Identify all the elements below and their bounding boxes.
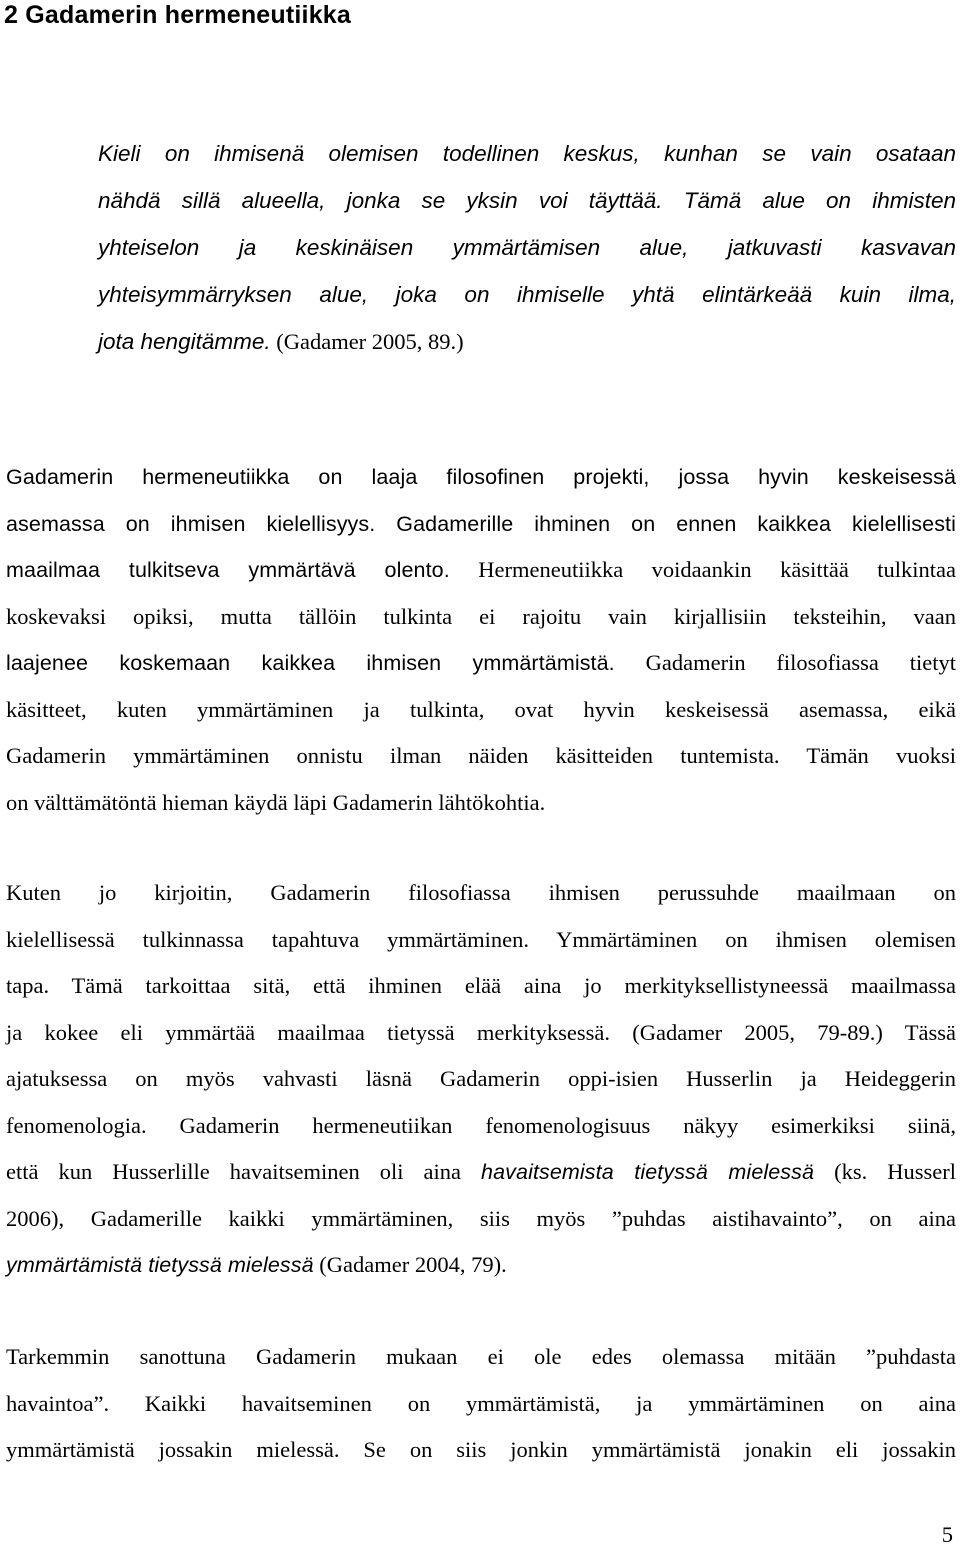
text-run: että kun Husserlille havaitseminen oli aina [6,1159,482,1184]
text-run: asemassa on ihmisen kielellisyys. [6,511,376,536]
text-run: Gadamerille ihminen on ennen kaikkea kielellisesti [375,511,957,536]
paragraph-line: Gadamerin hermeneutiikka on laaja filosofinen projekti, jossa hyvin keskeisessä [6,465,956,489]
paragraph-line: on välttämätöntä hieman käydä läpi Gadamerin lähtökohtia. [6,789,546,815]
paragraph-line: käsitteet, kuten ymmärtäminen ja tulkinta, ovat hyvin keskeisessä asemassa, eikä [6,696,956,722]
quote-line [98,271,956,318]
text-run: (ks. Husserl [814,1159,956,1184]
emphasis-text: havaitsemista tietyssä mielessä [481,1160,815,1184]
paragraph-line: Tarkemmin sanottuna Gadamerin mukaan ei ole edes olemassa mitään ”puhdasta [6,1344,956,1369]
paragraph-line: koskevaksi opiksi, mutta tällöin tulkinta ei rajoitu vain kirjallisiin teksteihin, vaan [6,603,956,629]
text-run: laajenee koskemaan kaikkea ihmisen ymmärtämistä. [6,651,615,675]
section-heading: 2 Gadamerin hermeneutiikka [4,1,352,29]
paragraph-line [6,547,956,594]
quote-text: Kieli on ihmisenä olemisen todellinen keskus, kunhan se vain osataan [98,141,956,166]
quote-text: yhteisymmärryksen alue, joka on ihmiselle yhtä elintärkeää kuin ilma, [98,282,956,307]
quote-line [98,130,956,177]
paragraph-line [6,640,956,687]
page-number: 5 [941,1522,953,1547]
paragraph-3 [6,1334,956,1474]
paragraph-line [6,1242,956,1289]
paragraph-2 [6,870,956,1289]
quote-line [98,318,956,365]
quote-text: nähdä sillä alueella, jonka se yksin voi täyttää. Tämä alue on ihmisten [98,188,956,213]
emphasis-text: ymmärtämistä tietyssä mielessä [6,1253,314,1277]
paragraph-line: Kuten jo kirjoitin, Gadamerin filosofiassa ihmisen perussuhde maailmaan on [6,880,956,905]
text-run: Hermeneutiikka voidaankin käsittää tulkintaa [449,557,956,582]
text-run: maailmaa tulkitseva ymmärtävä olento. [6,558,450,582]
paragraph-line: ja kokee eli ymmärtää maailmaa tietyssä merkityksessä. (Gadamer 2005, 79-89.) Tässä [6,1019,956,1045]
paragraph-line: 2006), Gadamerille kaikki ymmärtäminen, siis myös ”puhdas aistihavainto”, on aina [6,1205,956,1231]
quote-line [98,177,956,224]
paragraph-line: havaintoa”. Kaikki havaitseminen on ymmärtämistä, ja ymmärtäminen on aina [6,1390,956,1416]
quote-citation: (Gadamer 2005, 89.) [270,329,464,354]
paragraph-line: ymmärtämistä jossakin mielessä. Se on siis jonkin ymmärtämistä jonakin eli jossakin [6,1437,956,1462]
paragraph-line: fenomenologia. Gadamerin hermeneutiikan fenomenologisuus näkyy esimerkiksi siinä, [6,1112,956,1138]
quote-text: yhteiselon ja keskinäisen ymmärtämisen alue, jatkuvasti kasvavan [98,235,956,260]
paragraph-line: tapa. Tämä tarkoittaa sitä, että ihminen elää aina jo merkityksellistyneessä maailmassa [6,973,956,998]
paragraph-line: kielellisessä tulkinnassa tapahtuva ymmärtäminen. Ymmärtäminen on ihmisen olemisen [6,926,956,952]
text-run: (Gadamer 2004, 79). [313,1252,507,1277]
paragraph-line: Gadamerin ymmärtäminen onnistu ilman näiden käsitteiden tuntemista. Tämän vuoksi [6,743,956,768]
quote-line [98,224,956,271]
quote-text: jota hengitämme. [98,329,271,354]
paragraph-line [6,1149,956,1196]
paragraph-1 [6,454,956,826]
block-quote [98,130,956,365]
paragraph-line: ajatuksessa on myös vahvasti läsnä Gadamerin oppi-isien Husserlin ja Heideggerin [6,1066,956,1091]
text-run: Gadamerin filosofiassa tietyt [614,650,956,675]
paragraph-line [6,501,956,548]
